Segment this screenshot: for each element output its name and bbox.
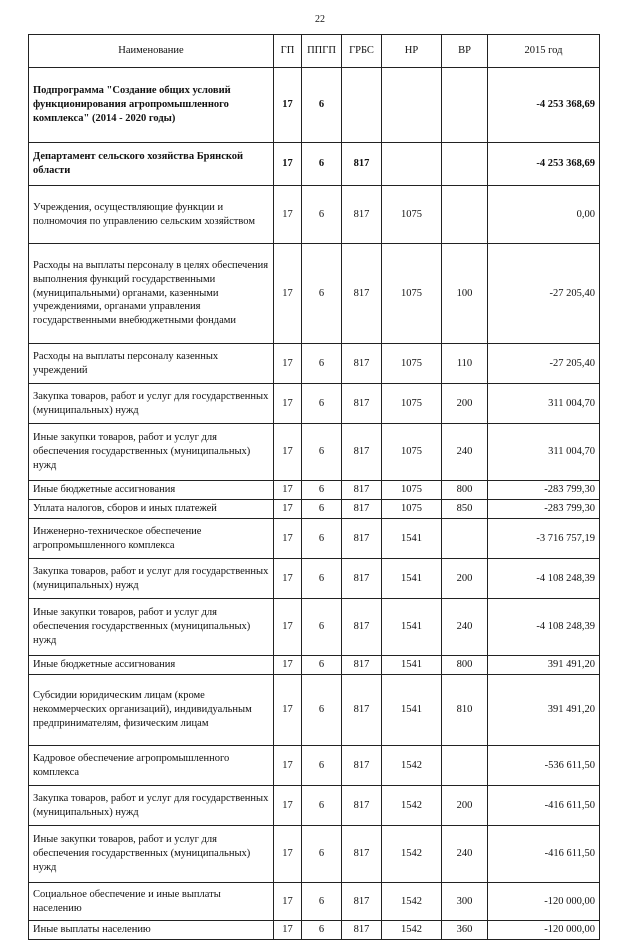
- cell-amount: 311 004,70: [488, 424, 600, 481]
- cell-gp: 17: [274, 519, 302, 559]
- cell-grbs: 817: [342, 244, 382, 344]
- cell-name: Иные закупки товаров, работ и услуг для обеспечения государственных (муниципальных) нужд: [29, 599, 274, 656]
- cell-name: Инженерно-техническое обеспечение агропромышленного комплекса: [29, 519, 274, 559]
- header-year: 2015 год: [488, 35, 600, 68]
- cell-grbs: 817: [342, 481, 382, 500]
- cell-name: Субсидии юридическим лицам (кроме некоммерческих организаций), индивидуальным предпринимателям, физическим лицам: [29, 675, 274, 746]
- cell-amount: -27 205,40: [488, 344, 600, 384]
- cell-ppgp: 6: [302, 519, 342, 559]
- cell-amount: 391 491,20: [488, 675, 600, 746]
- cell-amount: -416 611,50: [488, 826, 600, 883]
- cell-name: Закупка товаров, работ и услуг для государственных (муниципальных) нужд: [29, 786, 274, 826]
- cell-grbs: 817: [342, 424, 382, 481]
- cell-vr: 810: [442, 675, 488, 746]
- cell-ppgp: 6: [302, 746, 342, 786]
- cell-amount: -4 253 368,69: [488, 143, 600, 186]
- table-row: [29, 500, 600, 519]
- cell-nr: [382, 68, 442, 143]
- cell-amount: -4 108 248,39: [488, 599, 600, 656]
- cell-vr: 300: [442, 883, 488, 921]
- cell-ppgp: 6: [302, 186, 342, 244]
- cell-nr: 1542: [382, 746, 442, 786]
- cell-name: Учреждения, осуществляющие функции и полномочия по управлению сельским хозяйством: [29, 186, 274, 244]
- cell-gp: 17: [274, 68, 302, 143]
- cell-grbs: 817: [342, 921, 382, 940]
- table-row: [29, 481, 600, 500]
- cell-amount: -27 205,40: [488, 244, 600, 344]
- cell-nr: 1541: [382, 559, 442, 599]
- cell-ppgp: 6: [302, 244, 342, 344]
- cell-gp: 17: [274, 186, 302, 244]
- cell-ppgp: 6: [302, 481, 342, 500]
- cell-amount: -283 799,30: [488, 481, 600, 500]
- cell-name: Закупка товаров, работ и услуг для государственных (муниципальных) нужд: [29, 559, 274, 599]
- header-gp: ГП: [274, 35, 302, 68]
- cell-amount: 391 491,20: [488, 656, 600, 675]
- cell-ppgp: 6: [302, 675, 342, 746]
- table-row: [29, 186, 600, 244]
- table-row: [29, 424, 600, 481]
- cell-grbs: 817: [342, 656, 382, 675]
- cell-nr: [382, 143, 442, 186]
- table-header-row: [29, 35, 600, 68]
- cell-vr: 240: [442, 826, 488, 883]
- cell-vr: 240: [442, 424, 488, 481]
- table-row: [29, 786, 600, 826]
- table-row: [29, 826, 600, 883]
- cell-vr: 240: [442, 599, 488, 656]
- cell-grbs: 817: [342, 883, 382, 921]
- cell-amount: -4 108 248,39: [488, 559, 600, 599]
- cell-vr: 200: [442, 786, 488, 826]
- table-row: [29, 675, 600, 746]
- cell-ppgp: 6: [302, 826, 342, 883]
- table-row: [29, 921, 600, 940]
- cell-name: Расходы на выплаты персоналу казенных учреждений: [29, 344, 274, 384]
- cell-vr: [442, 746, 488, 786]
- cell-name: Социальное обеспечение и иные выплаты населению: [29, 883, 274, 921]
- cell-name: Уплата налогов, сборов и иных платежей: [29, 500, 274, 519]
- table-body: [29, 68, 600, 940]
- cell-grbs: 817: [342, 384, 382, 424]
- cell-ppgp: 6: [302, 384, 342, 424]
- cell-nr: 1075: [382, 244, 442, 344]
- cell-vr: 110: [442, 344, 488, 384]
- cell-gp: 17: [274, 826, 302, 883]
- cell-nr: 1075: [382, 186, 442, 244]
- cell-gp: 17: [274, 675, 302, 746]
- cell-gp: 17: [274, 500, 302, 519]
- cell-amount: -4 253 368,69: [488, 68, 600, 143]
- table-row: [29, 883, 600, 921]
- cell-name: Расходы на выплаты персоналу в целях обеспечения выполнения функций государственными (муниципальными) органами, казенными учреждениями, органами управления государственными внебюджетными фондами: [29, 244, 274, 344]
- cell-vr: 200: [442, 384, 488, 424]
- cell-grbs: 817: [342, 599, 382, 656]
- cell-grbs: 817: [342, 675, 382, 746]
- cell-grbs: 817: [342, 519, 382, 559]
- cell-nr: 1075: [382, 384, 442, 424]
- cell-vr: 800: [442, 656, 488, 675]
- table-row: [29, 656, 600, 675]
- cell-vr: 200: [442, 559, 488, 599]
- cell-ppgp: 6: [302, 344, 342, 384]
- budget-table: [28, 34, 600, 940]
- table-row: [29, 244, 600, 344]
- cell-amount: 311 004,70: [488, 384, 600, 424]
- cell-gp: 17: [274, 746, 302, 786]
- cell-amount: 0,00: [488, 186, 600, 244]
- cell-vr: [442, 186, 488, 244]
- cell-grbs: 817: [342, 786, 382, 826]
- cell-grbs: [342, 68, 382, 143]
- cell-gp: 17: [274, 481, 302, 500]
- cell-name: Иные бюджетные ассигнования: [29, 481, 274, 500]
- cell-vr: [442, 68, 488, 143]
- cell-name: Иные закупки товаров, работ и услуг для обеспечения государственных (муниципальных) нужд: [29, 826, 274, 883]
- cell-ppgp: 6: [302, 883, 342, 921]
- page-number: 22: [315, 14, 325, 25]
- cell-name: Иные выплаты населению: [29, 921, 274, 940]
- header-name: Наименование: [29, 35, 274, 68]
- cell-gp: 17: [274, 384, 302, 424]
- table-row: [29, 384, 600, 424]
- header-grbs: ГРБС: [342, 35, 382, 68]
- cell-vr: 850: [442, 500, 488, 519]
- cell-nr: 1075: [382, 481, 442, 500]
- cell-nr: 1542: [382, 786, 442, 826]
- cell-name: Закупка товаров, работ и услуг для государственных (муниципальных) нужд: [29, 384, 274, 424]
- header-ppgp: ППГП: [302, 35, 342, 68]
- cell-vr: 100: [442, 244, 488, 344]
- cell-nr: 1075: [382, 424, 442, 481]
- cell-gp: 17: [274, 143, 302, 186]
- cell-vr: 800: [442, 481, 488, 500]
- cell-grbs: 817: [342, 559, 382, 599]
- cell-ppgp: 6: [302, 656, 342, 675]
- cell-grbs: 817: [342, 344, 382, 384]
- cell-grbs: 817: [342, 746, 382, 786]
- cell-nr: 1541: [382, 599, 442, 656]
- cell-amount: -3 716 757,19: [488, 519, 600, 559]
- cell-grbs: 817: [342, 143, 382, 186]
- cell-gp: 17: [274, 599, 302, 656]
- cell-name: Департамент сельского хозяйства Брянской области: [29, 143, 274, 186]
- cell-name: Иные закупки товаров, работ и услуг для обеспечения государственных (муниципальных) нужд: [29, 424, 274, 481]
- cell-amount: -416 611,50: [488, 786, 600, 826]
- table-row: [29, 143, 600, 186]
- table-row: [29, 519, 600, 559]
- cell-ppgp: 6: [302, 559, 342, 599]
- cell-gp: 17: [274, 786, 302, 826]
- cell-vr: [442, 143, 488, 186]
- cell-amount: -283 799,30: [488, 500, 600, 519]
- cell-vr: [442, 519, 488, 559]
- cell-grbs: 817: [342, 186, 382, 244]
- cell-name: Кадровое обеспечение агропромышленного комплекса: [29, 746, 274, 786]
- cell-amount: -120 000,00: [488, 883, 600, 921]
- cell-amount: -120 000,00: [488, 921, 600, 940]
- cell-nr: 1541: [382, 675, 442, 746]
- header-nr: НР: [382, 35, 442, 68]
- cell-vr: 360: [442, 921, 488, 940]
- cell-gp: 17: [274, 921, 302, 940]
- cell-nr: 1075: [382, 500, 442, 519]
- table-row: [29, 68, 600, 143]
- cell-ppgp: 6: [302, 500, 342, 519]
- cell-gp: 17: [274, 344, 302, 384]
- cell-nr: 1542: [382, 883, 442, 921]
- cell-ppgp: 6: [302, 921, 342, 940]
- cell-ppgp: 6: [302, 424, 342, 481]
- header-vr: ВР: [442, 35, 488, 68]
- cell-gp: 17: [274, 424, 302, 481]
- cell-ppgp: 6: [302, 599, 342, 656]
- table-row: [29, 344, 600, 384]
- cell-nr: 1542: [382, 921, 442, 940]
- cell-name: Подпрограмма "Создание общих условий функционирования агропромышленного комплекса" (2014 - 2020 годы): [29, 68, 274, 143]
- table-row: [29, 559, 600, 599]
- cell-nr: 1075: [382, 344, 442, 384]
- cell-ppgp: 6: [302, 143, 342, 186]
- cell-nr: 1541: [382, 519, 442, 559]
- cell-ppgp: 6: [302, 68, 342, 143]
- table-row: [29, 599, 600, 656]
- cell-grbs: 817: [342, 826, 382, 883]
- table-row: [29, 746, 600, 786]
- cell-gp: 17: [274, 656, 302, 675]
- cell-name: Иные бюджетные ассигнования: [29, 656, 274, 675]
- cell-nr: 1541: [382, 656, 442, 675]
- cell-grbs: 817: [342, 500, 382, 519]
- cell-nr: 1542: [382, 826, 442, 883]
- cell-gp: 17: [274, 559, 302, 599]
- cell-gp: 17: [274, 244, 302, 344]
- cell-gp: 17: [274, 883, 302, 921]
- cell-amount: -536 611,50: [488, 746, 600, 786]
- cell-ppgp: 6: [302, 786, 342, 826]
